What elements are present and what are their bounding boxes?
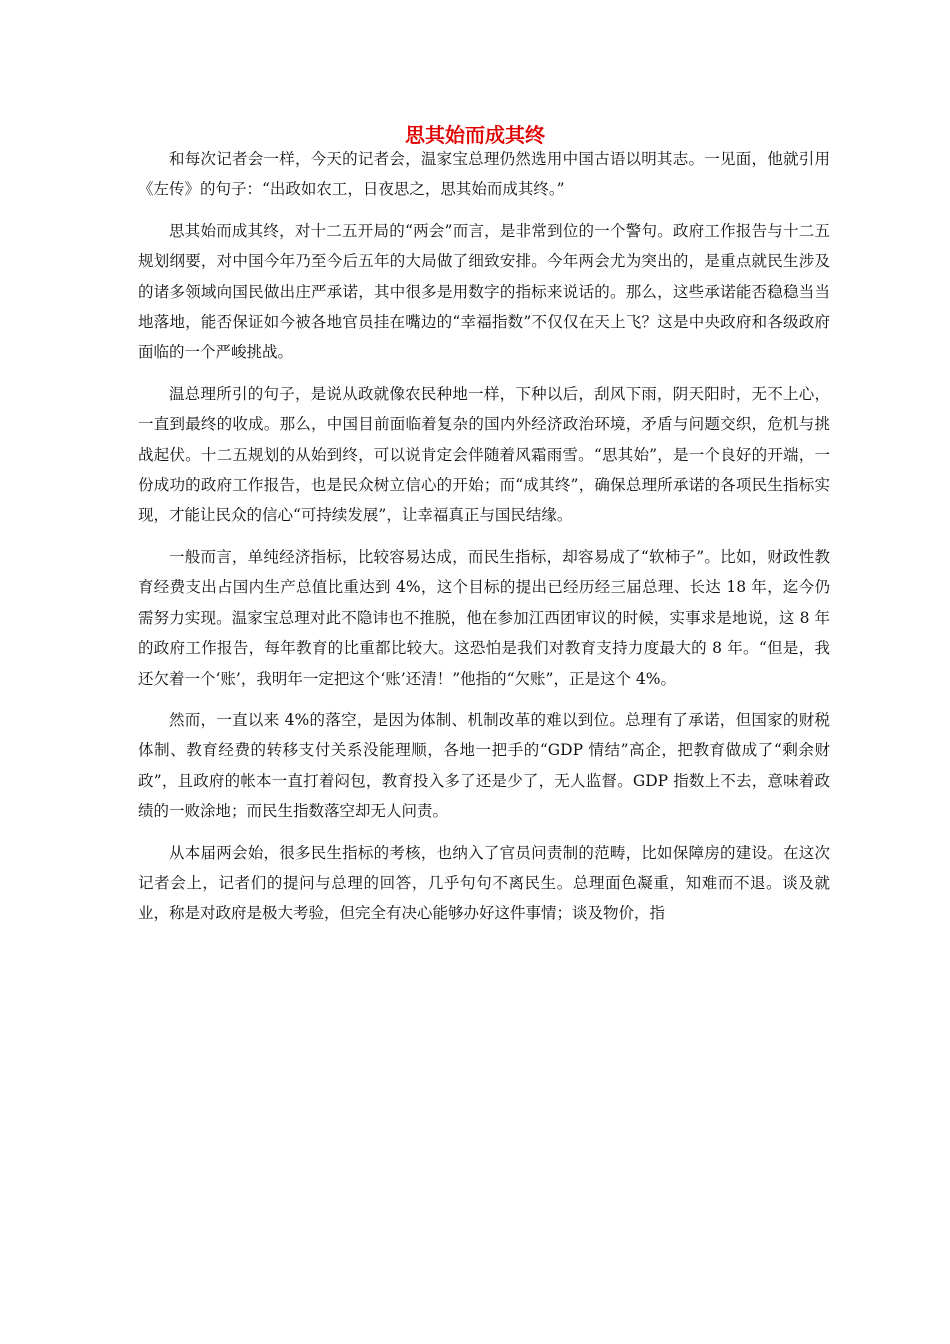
document-title: 思其始而成其终 bbox=[405, 123, 545, 147]
paragraph: 温总理所引的句子，是说从政就像农民种地一样，下种以后，刮风下雨，阴天阳时，无不上心，一直到最终的收成。那么，中国目前面临着复杂的国内外经济政治环境，矛盾与问题交织，危机与挑战起伏。十二五规划的从始到终，可以说肯定会伴随着风霜雨雪。“思其始”，是一个良好的开端，一份成功的政府工作报告，也是民众树立信心的开始；而“成其终”，确保总理所承诺的各项民生指标实现，才能让民众的信心“可持续发展”，让幸福真正与国民结缘。 bbox=[138, 384, 830, 525]
paragraph: 一般而言，单纯经济指标，比较容易达成，而民生指标，却容易成了“软柿子”。比如，财政性教育经费支出占国内生产总值比重达到 4%，这个目标的提出已经历经三届总理、长达 18 年，迄今仍需努力实现。温家宝总理对此不隐讳也不推脱，他在参加江西团审议的时候，实事求是地说，这 8 年的政府工作报告，每年教育的比重都比较大。这恐怕是我们对教育支持力度最大的 8 年。“但是，我还欠着一个‘账’，我明年一定把这个‘账’还清！”他指的“欠账”，正是这个 4%。 bbox=[138, 547, 830, 688]
document-body bbox=[138, 144, 830, 940]
paragraph: 和每次记者会一样，今天的记者会，温家宝总理仍然选用中国古语以明其志。一见面，他就引用《左传》的句子：“出政如农工，日夜思之，思其始而成其终。” bbox=[138, 150, 830, 199]
paragraph: 思其始而成其终，对十二五开局的“两会”而言，是非常到位的一个警句。政府工作报告与十二五规划纲要，对中国今年乃至今后五年的大局做了细致安排。今年两会尤为突出的，是重点就民生涉及的诸多领域向国民做出庄严承诺，其中很多是用数字的指标来说话的。那么，这些承诺能否稳稳当当地落地，能否保证如今被各地官员挂在嘴边的“幸福指数”不仅仅在天上飞？这是中央政府和各级政府面临的一个严峻挑战。 bbox=[138, 221, 830, 362]
paragraph: 从本届两会始，很多民生指标的考核，也纳入了官员问责制的范畴，比如保障房的建设。在这次记者会上，记者们的提问与总理的回答，几乎句句不离民生。总理面色凝重，知难而不退。谈及就业，称是对政府是极大考验，但完全有决心能够办好这件事情；谈及物价，指 bbox=[138, 843, 830, 923]
paragraph: 然而，一直以来 4%的落空，是因为体制、机制改革的难以到位。总理有了承诺，但国家的财税体制、教育经费的转移支付关系没能理顺，各地一把手的“GDP 情结”高企，把教育做成了“剩余财政”，且政府的帐本一直打着闷包，教育投入多了还是少了，无人监督。GDP 指数上不去，意味着政绩的一败涂地；而民生指数落空却无人问责。 bbox=[138, 710, 830, 821]
